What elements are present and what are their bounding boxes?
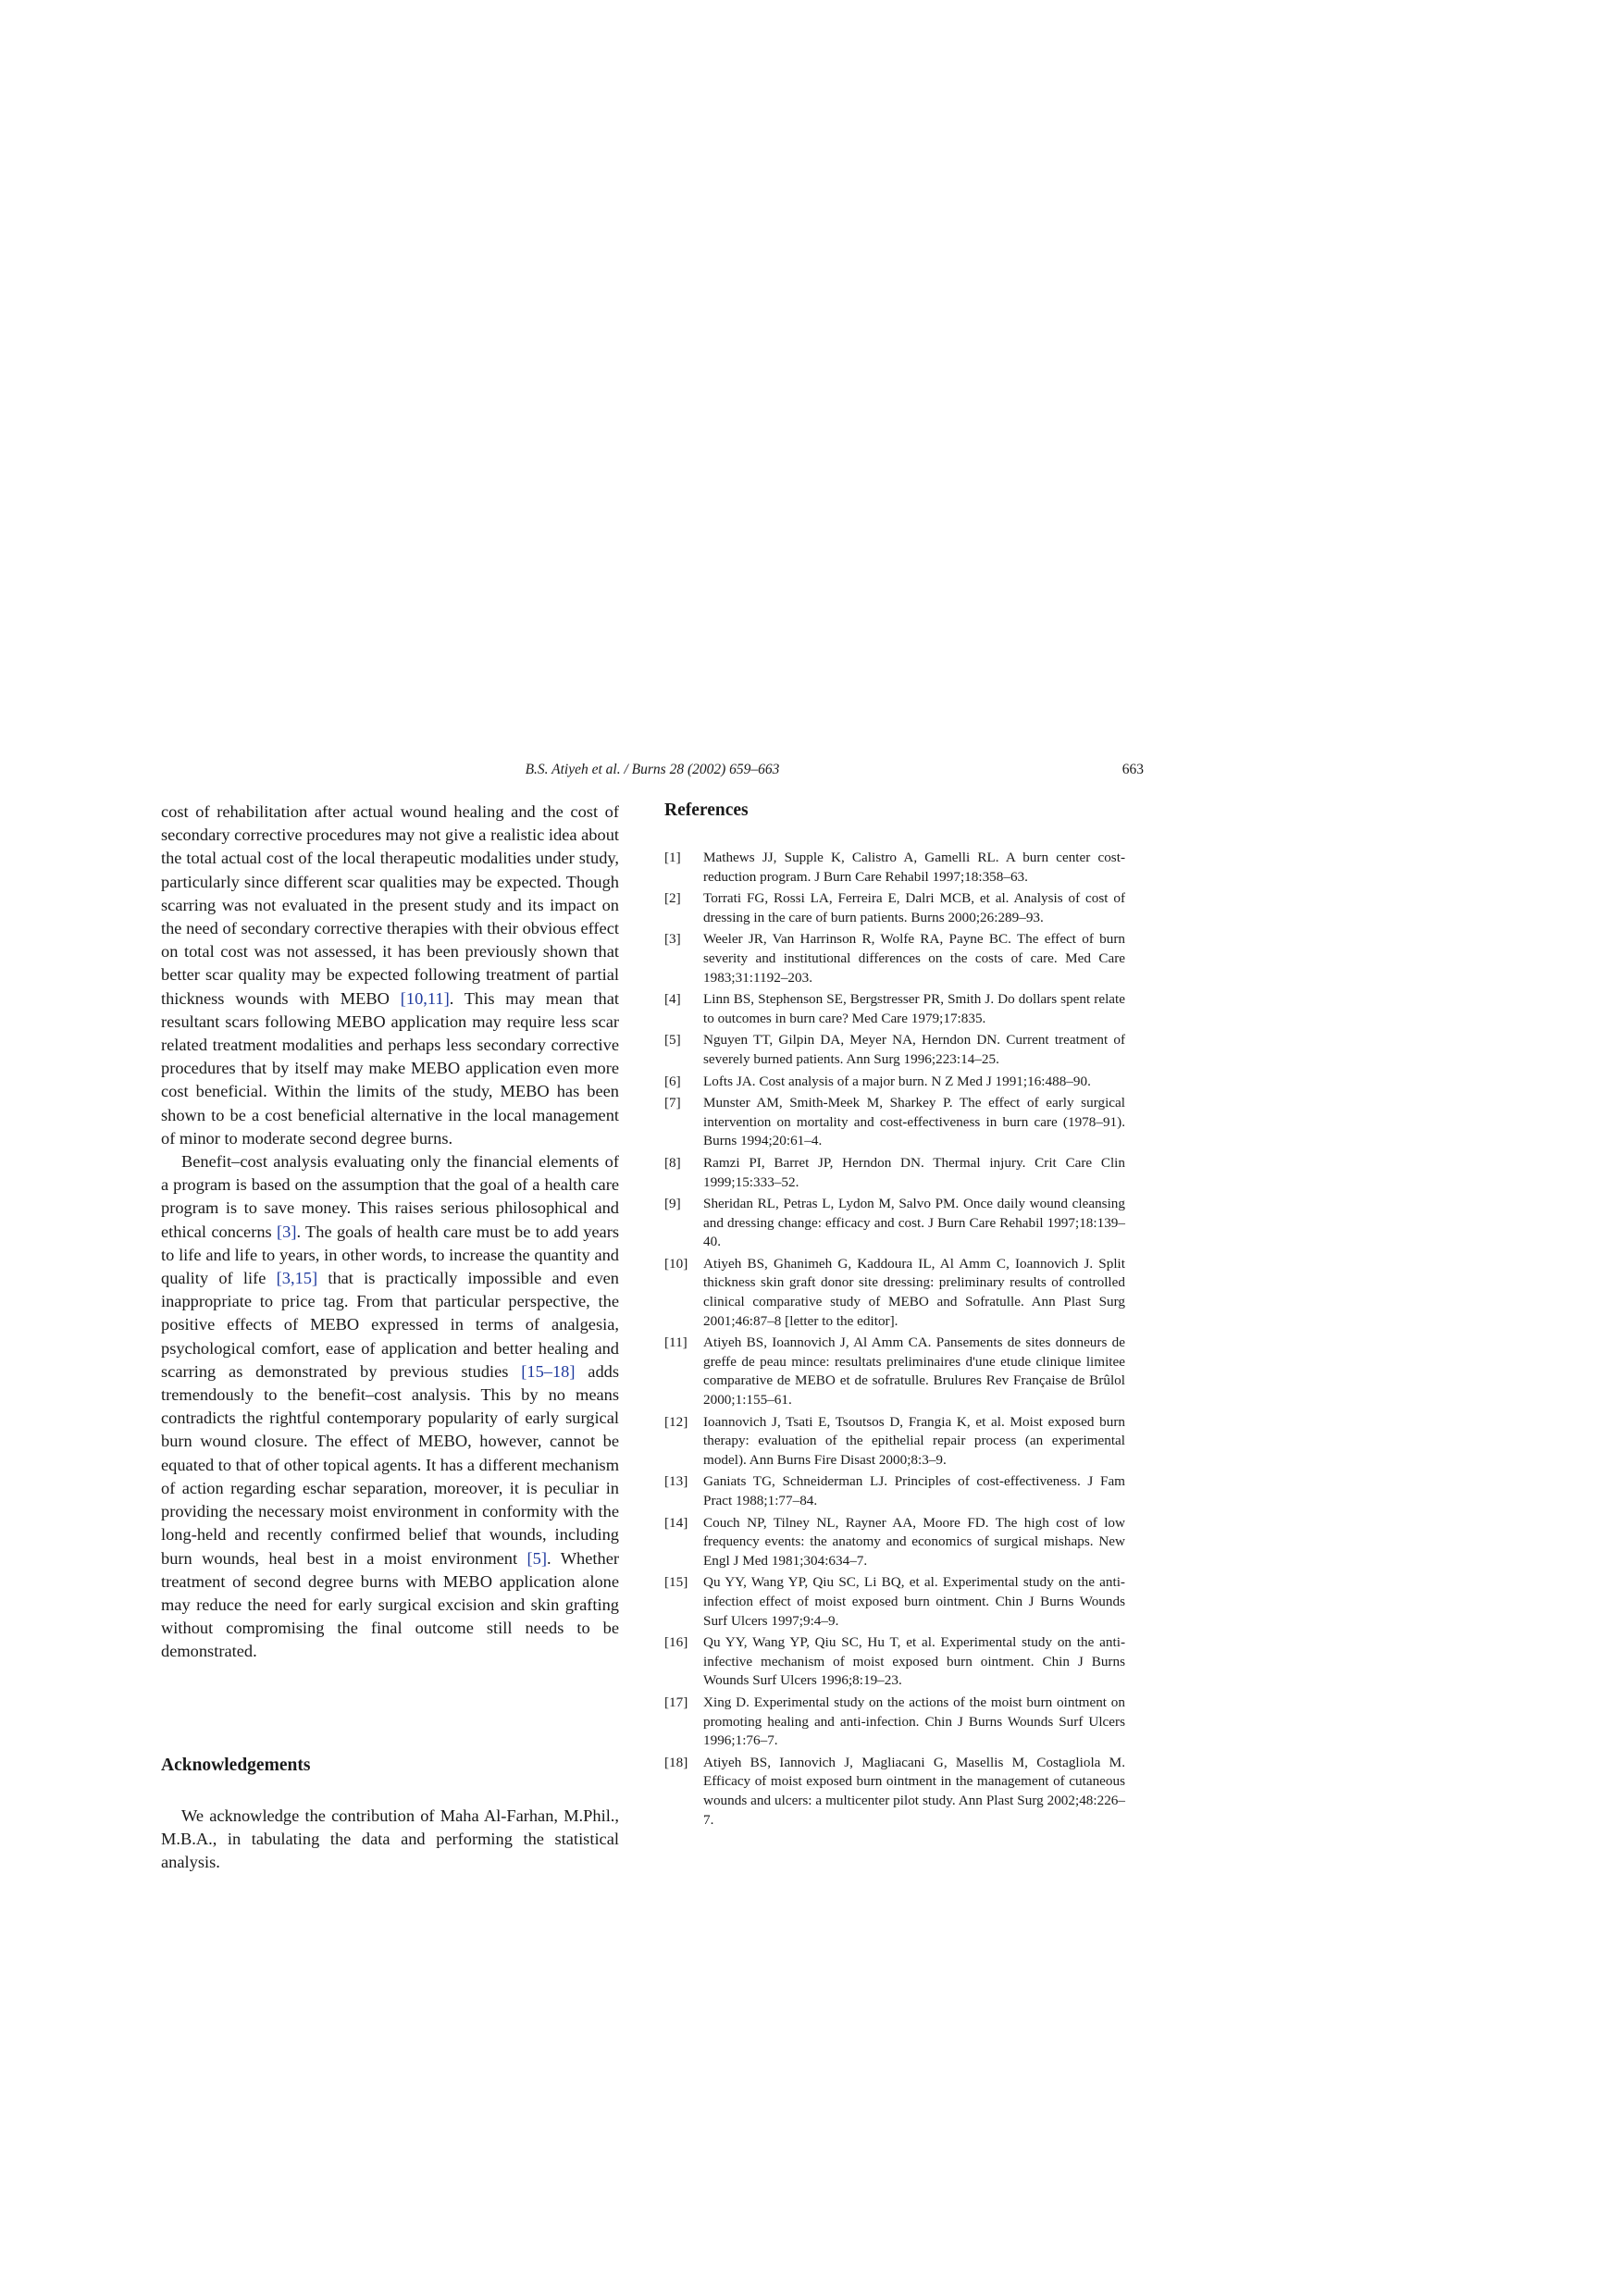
reference-text: Atiyeh BS, Ghanimeh G, Kaddoura IL, Al Amm C, Ioannovich J. Split thickness skin graft donor site dressing: preliminary results of controlled clinical comparative study of MEBO and Sofratulle. Ann Plast Surg 2001;46:87–8 [letter to the editor]. <box>703 1255 1125 1329</box>
reference-text: Atiyeh BS, Iannovich J, Magliacani G, Masellis M, Costagliola M. Efficacy of moist exposed burn ointment in the management of cutaneous wounds and ulcers: a multicenter pilot study. Ann Plast Surg 2002;48:226–7. <box>703 1754 1125 1828</box>
body-paragraph-2: Benefit–cost analysis evaluating only the financial elements of a program is based on the assumption that the goal of a health care program is to save money. This raises serious philosophical and ethical concerns [3]. The goals of health care must be to add years to life and life to years, in other words, to increase the quantity and quality of life [3,15] that is practically impossible and even inappropriate to price tag. From that particular perspective, the positive effects of MEBO expressed in terms of analgesia, psychological comfort, ease of application and better healing and scarring as demonstrated by previous studies [15–18] adds tremendously to the benefit–cost analysis. This by no means contradicts the rightful contemporary popularity of early surgical burn wound closure. The effect of MEBO, however, cannot be equated to that of other topical agents. It has a different mechanism of action regarding eschar separation, moreover, it is peculiar in providing the necessary moist environment in conformity with the long-held and recently confirmed belief that wounds, including burn wounds, heal best in a moist environment [5]. Whether treatment of second degree burns with MEBO application alone may reduce the need for early surgical excision and skin grafting without compromising the final outcome still needs to be demonstrated. <box>161 1152 620 1661</box>
citation-link[interactable]: [10,11] <box>400 988 450 1008</box>
reference-item <box>664 1694 1125 1751</box>
reference-text: Ganiats TG, Schneiderman LJ. Principles of cost-effectiveness. J Fam Pract 1988;1:77–84. <box>703 1473 1125 1508</box>
reference-text: Linn BS, Stephenson SE, Bergstresser PR, Smith J. Do dollars spent relate to outcomes in burn care? Med Care 1979;17:835. <box>703 991 1125 1026</box>
citation-link[interactable]: [3,15] <box>276 1269 318 1288</box>
reference-text: Ramzi PI, Barret JP, Herndon DN. Thermal injury. Crit Care Clin 1999;15:333–52. <box>703 1154 1125 1190</box>
reference-number: [13] <box>664 1473 688 1490</box>
reference-text: Torrati FG, Rossi LA, Ferreira E, Dalri MCB, et al. Analysis of cost of dressing in the care of burn patients. Burns 2000;26:289–93. <box>703 890 1125 925</box>
reference-number: [4] <box>664 991 681 1008</box>
reference-number: [12] <box>664 1413 688 1430</box>
reference-number: [5] <box>664 1032 681 1049</box>
acknowledgements-heading: Acknowledgements <box>161 1756 311 1775</box>
reference-item <box>664 1413 1125 1471</box>
reference-item <box>664 1154 1125 1192</box>
page-header <box>161 762 1144 786</box>
reference-number: [16] <box>664 1634 688 1651</box>
references-list <box>664 849 1125 1832</box>
reference-text: Qu YY, Wang YP, Qiu SC, Li BQ, et al. Experimental study on the anti-infection effect of moist exposed burn ointment. Chin J Burns Wounds Surf Ulcers 1997;9:4–9. <box>703 1574 1125 1629</box>
reference-number: [8] <box>664 1154 681 1171</box>
reference-number: [7] <box>664 1095 681 1111</box>
reference-number: [1] <box>664 850 681 865</box>
reference-item <box>664 849 1125 887</box>
reference-item <box>664 1472 1125 1510</box>
reference-text: Nguyen TT, Gilpin DA, Meyer NA, Herndon DN. Current treatment of severely burned patients. Ann Surg 1996;223:14–25. <box>703 1032 1125 1067</box>
reference-text: Atiyeh BS, Ioannovich J, Al Amm CA. Pansements de sites donneurs de greffe de peau mince: resultats preliminaires d'une etude clinique limitee comparative de MEBO et de sofratulle. Brulures Rev Française de Brûlol 2000;1:155–61. <box>703 1334 1125 1409</box>
citation-link[interactable]: [3] <box>277 1222 297 1241</box>
left-column <box>161 800 619 1664</box>
body-paragraph-1: cost of rehabilitation after actual wound healing and the cost of secondary corrective procedures may not give a realistic idea about the total actual cost of the local therapeutic modalities under study, particularly since different scar qualities may be expected. Though scarring was not evaluated in the present study and its impact on the need of secondary corrective therapies with their obvious effect on total cost was not assessed, it has been previously shown that better scar quality may be expected following treatment of partial thickness wounds with MEBO [10,11]. This may mean that resultant scars following MEBO application may require less scar related treatment modalities and perhaps less secondary corrective procedures that by itself may make MEBO application even more cost beneficial. Within the limits of the study, MEBO has been shown to be a cost beneficial alternative in the local management of minor to moderate second degree burns. <box>161 802 620 1148</box>
page-number: 663 <box>1121 762 1144 777</box>
reference-item <box>664 1754 1125 1830</box>
reference-item <box>664 1633 1125 1691</box>
reference-number: [17] <box>664 1694 688 1710</box>
reference-text: Weeler JR, Van Harrinson R, Wolfe RA, Payne BC. The effect of burn severity and institutional differences on the costs of care. Med Care 1983;31:1192–203. <box>703 931 1125 986</box>
reference-item <box>664 1514 1125 1571</box>
reference-item <box>664 1094 1125 1151</box>
reference-number: [14] <box>664 1514 688 1531</box>
reference-item <box>664 889 1125 927</box>
reference-text: Xing D. Experimental study on the actions of the moist burn ointment on promoting healing and anti-infection. Chin J Burns Wounds Surf Ulcers 1996;1:76–7. <box>703 1694 1125 1749</box>
reference-item <box>664 1031 1125 1069</box>
running-head: B.S. Atiyeh et al. / Burns 28 (2002) 659–663 <box>525 762 780 777</box>
reference-text: Munster AM, Smith-Meek M, Sharkey P. The effect of early surgical intervention on mortality and cost-effectiveness in burn care (1978–91). Burns 1994;20:61–4. <box>703 1095 1125 1149</box>
reference-number: [18] <box>664 1754 688 1770</box>
reference-number: [9] <box>664 1196 681 1212</box>
reference-number: [10] <box>664 1255 688 1272</box>
reference-item <box>664 1195 1125 1252</box>
reference-item <box>664 930 1125 987</box>
reference-item <box>664 1334 1125 1409</box>
reference-number: [2] <box>664 890 681 907</box>
reference-text: Couch NP, Tilney NL, Rayner AA, Moore FD. The high cost of low frequency events: the anatomy and economics of surgical mishaps. New Engl J Med 1981;304:634–7. <box>703 1514 1125 1569</box>
reference-number: [15] <box>664 1574 688 1591</box>
reference-number: [3] <box>664 931 681 948</box>
citation-link[interactable]: [5] <box>527 1548 547 1568</box>
reference-number: [6] <box>664 1073 681 1089</box>
reference-text: Mathews JJ, Supple K, Calistro A, Gamelli RL. A burn center cost-reduction program. J Burn Care Rehabil 1997;18:358–63. <box>703 850 1125 885</box>
reference-item <box>664 1073 1125 1092</box>
reference-number: [11] <box>664 1334 688 1351</box>
reference-item <box>664 1255 1125 1331</box>
reference-item <box>664 990 1125 1028</box>
reference-text: Lofts JA. Cost analysis of a major burn. N Z Med J 1991;16:488–90. <box>703 1073 1091 1089</box>
reference-text: Ioannovich J, Tsati E, Tsoutsos D, Frangia K, et al. Moist exposed burn therapy: evaluation of the epithelial repair process (an experimental model). Ann Burns Fire Disast 2000;8:3–9. <box>703 1413 1125 1468</box>
reference-item <box>664 1573 1125 1631</box>
reference-text: Sheridan RL, Petras L, Lydon M, Salvo PM. Once daily wound cleansing and dressing change: efficacy and cost. J Burn Care Rehabil 1997;18:139–40. <box>703 1196 1125 1250</box>
citation-link[interactable]: [15–18] <box>521 1361 576 1381</box>
reference-text: Qu YY, Wang YP, Qiu SC, Hu T, et al. Experimental study on the anti-infective mechanism of moist exposed burn ointment. Chin J Burns Wounds Surf Ulcers 1996;8:19–23. <box>703 1634 1125 1689</box>
references-heading: References <box>664 800 749 820</box>
acknowledgements-text: We acknowledge the contribution of Maha Al-Farhan, M.Phil., M.B.A., in tabulating the data and performing the statistical analysis. <box>161 1806 619 1872</box>
